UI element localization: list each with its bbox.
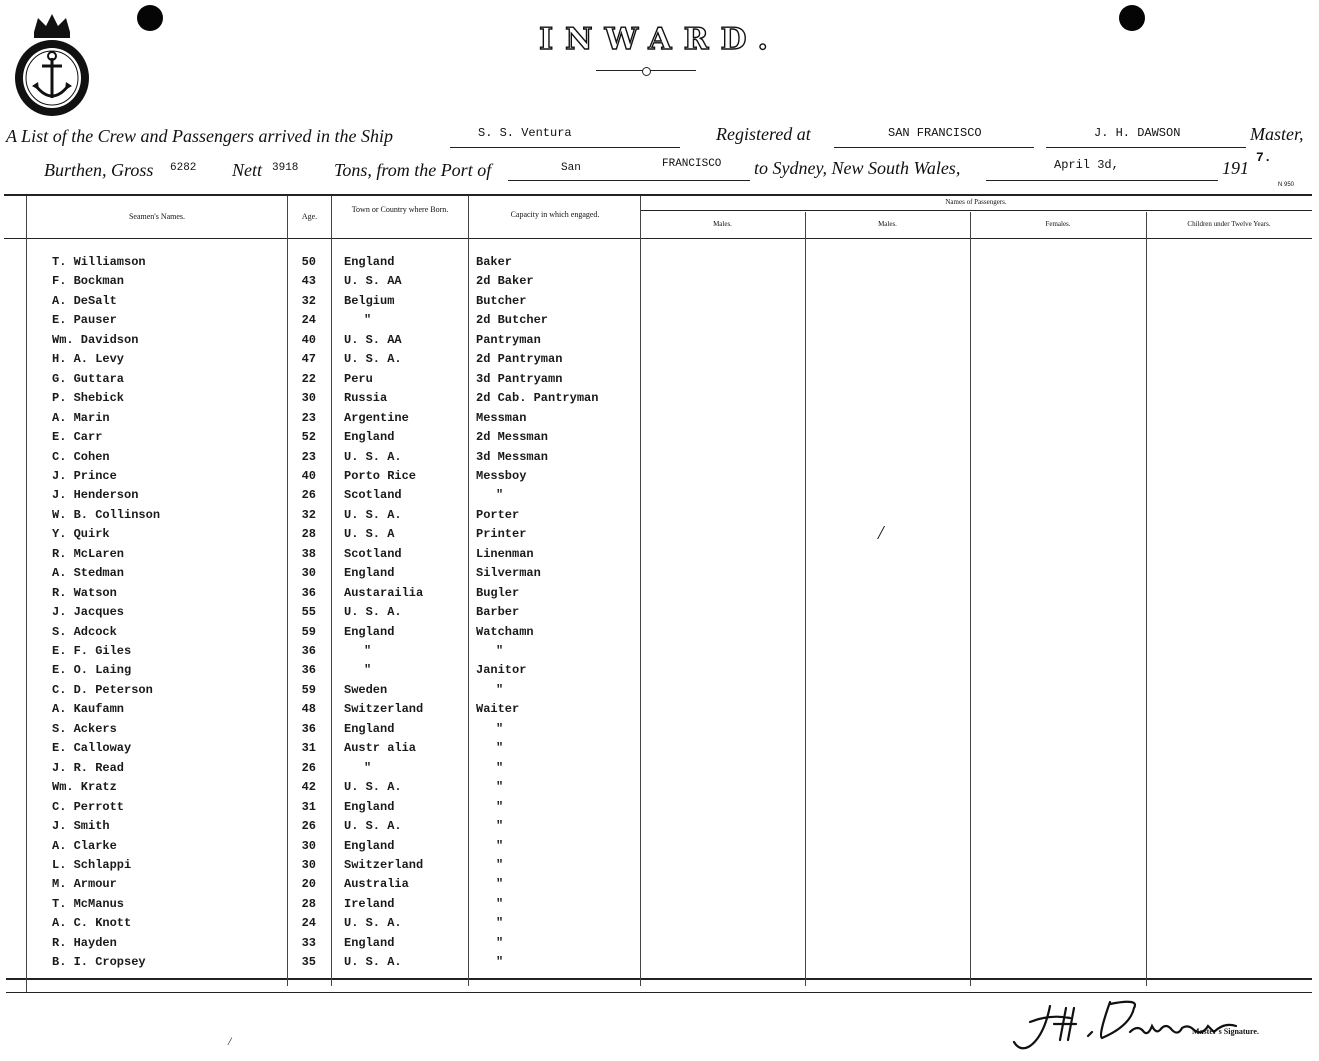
seaman-capacity: 2d Cab. Pantryman [476,391,599,406]
title-ornament-rule [596,70,696,71]
seaman-capacity: " [496,644,504,658]
seaman-age: 28 [301,527,316,542]
seaman-birthplace: U. S. A. [344,916,402,931]
seaman-name: R. McLaren [52,546,125,561]
seaman-name: E. Pauser [52,313,117,328]
crew-row [0,605,1319,623]
header-children: Children under Twelve Years. [1187,220,1271,228]
seaman-age: 22 [301,371,316,386]
crew-row [0,955,1319,973]
seaman-birthplace: " [364,760,372,775]
master-fill-line [1046,147,1246,148]
seaman-age: 43 [301,274,316,289]
seaman-birthplace: Ireland [344,896,395,911]
crew-row [0,294,1319,312]
nett-value: 3918 [272,162,299,174]
crew-row [0,663,1319,681]
ship-fill-line [450,147,680,148]
seaman-age: 30 [301,566,316,581]
crew-row [0,936,1319,954]
seaman-birthplace: U. S. A [344,527,395,542]
seaman-name: B. I. Cropsey [52,955,146,970]
seaman-birthplace: Belgium [344,293,395,308]
seaman-age: 59 [301,624,316,639]
header-seamens-names: Seamen's Names. [128,212,186,221]
seaman-birthplace: England [344,799,395,814]
seaman-name: T. Williamson [52,255,146,269]
seaman-age: 42 [301,780,316,795]
seaman-birthplace: U. S. A. [344,819,402,834]
crew-row [0,839,1319,857]
from-port-part1: San [561,162,581,174]
seaman-birthplace: England [344,624,395,639]
crew-row [0,333,1319,351]
seaman-name: C. D. Peterson [52,682,153,697]
seaman-name: A. Marin [52,410,110,425]
port-fill-line [508,180,750,181]
seaman-capacity: Barber [476,605,520,620]
seaman-capacity: Watchamn [476,624,534,639]
seaman-age: 28 [301,896,316,911]
seaman-name: H. A. Levy [52,352,125,367]
seaman-age: 26 [301,760,316,775]
seaman-name: E. O. Laing [52,663,132,678]
seaman-age: 26 [301,819,316,834]
crew-row [0,508,1319,526]
ship-name: S. S. Ventura [478,126,572,140]
form-code: N 950 [1278,182,1295,188]
seaman-birthplace: Porto Rice [344,468,417,483]
seaman-capacity: " [496,721,504,736]
seaman-name: Wm. Kratz [52,780,117,795]
crew-row [0,819,1319,837]
seaman-capacity: " [496,682,504,697]
seaman-name: A. C. Knott [52,916,132,931]
seaman-birthplace: " [364,644,372,658]
seaman-name: T. McManus [52,896,125,911]
crew-row [0,741,1319,759]
registered-label: Registered at [716,124,811,144]
crew-row [0,430,1319,448]
seaman-birthplace: U. S. AA [344,274,402,289]
seaman-name: J. Jacques [52,605,125,620]
seaman-age: 23 [301,410,316,425]
seaman-capacity: " [496,955,504,970]
seaman-capacity: Janitor [476,663,527,678]
crew-row [0,255,1319,273]
crew-row [0,488,1319,506]
seaman-name: E. Calloway [52,741,132,756]
seaman-name: M. Armour [52,877,117,892]
seaman-age: 38 [301,546,316,561]
crew-row [0,469,1319,487]
seaman-capacity: " [496,877,504,892]
seaman-name: S. Adcock [52,624,117,639]
seaman-name: R. Watson [52,585,117,600]
tick-mark: / [878,522,884,544]
seaman-birthplace: U. S. A. [344,449,402,464]
seaman-capacity: Silverman [476,566,541,581]
passenger-subheader-rule [640,210,1312,211]
crew-row [0,391,1319,409]
seaman-name: A. DeSalt [52,293,117,308]
seaman-birthplace: U. S. A. [344,780,402,795]
seaman-age: 35 [301,955,316,970]
seaman-capacity: 3d Messman [476,449,549,464]
seaman-birthplace: England [344,935,395,950]
seaman-birthplace: U. S. A. [344,507,402,522]
page-title: INWARD. [539,22,780,57]
seaman-name: P. Shebick [52,391,125,406]
seaman-name: R. Hayden [52,935,117,950]
crew-row [0,858,1319,876]
seaman-birthplace: Australia [344,877,409,892]
seaman-age: 30 [301,391,316,406]
seaman-age: 36 [301,721,316,736]
crew-row [0,916,1319,934]
seaman-age: 31 [301,799,316,814]
header-capacity: Capacity in which engaged. [510,210,600,219]
seaman-capacity: Printer [476,527,527,542]
seaman-age: 30 [301,838,316,853]
crew-row [0,372,1319,390]
seaman-birthplace: U. S. AA [344,332,402,347]
seaman-age: 33 [301,935,316,950]
seaman-birthplace: England [344,255,395,269]
seaman-capacity: Messboy [476,468,527,483]
crew-row [0,450,1319,468]
arrival-date: April 3d, [1054,158,1119,172]
seaman-age: 48 [301,702,316,717]
seaman-name: F. Bockman [52,274,125,289]
seaman-age: 50 [301,255,316,269]
crew-row [0,313,1319,331]
crew-row [0,586,1319,604]
seaman-age: 59 [301,682,316,697]
header-males-1: Males. [713,220,732,228]
seaman-birthplace: Switzerland [344,702,424,717]
crew-row [0,625,1319,643]
seaman-age: 30 [301,857,316,872]
crew-row [0,702,1319,720]
seaman-name: A. Clarke [52,838,117,853]
intro-text: A List of the Crew and Passengers arrived in the Ship [6,126,393,146]
header-bottom-rule [4,238,1312,239]
seaman-birthplace: England [344,838,395,853]
seaman-capacity: 2d Messman [476,430,549,445]
seaman-birthplace: Scotland [344,488,402,503]
seaman-capacity: Pantryman [476,332,541,347]
seaman-birthplace: Argentine [344,410,409,425]
gross-value: 6282 [170,162,197,174]
seaman-capacity: 2d Baker [476,274,534,289]
crew-row [0,644,1319,662]
seaman-age: 36 [301,663,316,678]
stray-mark: / [228,1034,232,1048]
seaman-capacity: 2d Pantryman [476,352,563,367]
seaman-birthplace: Switzerland [344,857,424,872]
seaman-name: A. Stedman [52,566,125,581]
seaman-birthplace: U. S. A. [344,605,402,620]
seaman-name: Y. Quirk [52,527,110,542]
crew-row [0,780,1319,798]
seaman-age: 20 [301,877,316,892]
seaman-capacity: 2d Butcher [476,313,549,328]
seaman-birthplace: Austarailia [344,585,424,600]
year-printed: 191 [1222,158,1249,178]
seaman-age: 47 [301,352,316,367]
crew-row [0,547,1319,565]
seaman-birthplace: " [364,313,372,328]
seaman-age: 23 [301,449,316,464]
destination-label: to Sydney, New South Wales, [754,158,961,178]
seaman-age: 55 [301,605,316,620]
seaman-birthplace: U. S. A. [344,352,402,367]
seaman-birthplace: Russia [344,391,388,406]
table-bottom-rule-2 [6,992,1312,993]
seaman-capacity: " [496,857,504,872]
crew-row [0,761,1319,779]
seaman-birthplace: Sweden [344,682,388,697]
crew-row [0,566,1319,584]
seaman-age: 32 [301,293,316,308]
seaman-name: E. Carr [52,430,103,445]
seaman-name: J. R. Read [52,760,125,775]
seaman-name: W. B. Collinson [52,507,161,522]
crew-row [0,897,1319,915]
seaman-name: G. Guttara [52,371,125,386]
crew-row [0,274,1319,292]
nett-label: Nett [232,160,262,180]
seaman-age: 32 [301,507,316,522]
seaman-capacity: Linenman [476,546,534,561]
table-top-rule [4,194,1312,196]
registered-port: SAN FRANCISCO [888,126,982,140]
seaman-capacity: Waiter [476,702,520,717]
seaman-capacity: " [496,819,504,834]
seaman-capacity: " [496,780,504,795]
seaman-birthplace: England [344,721,395,736]
seaman-name: Wm. Davidson [52,332,139,347]
seaman-birthplace: Peru [344,371,373,386]
master-name: J. H. DAWSON [1094,126,1181,140]
registered-fill-line [834,147,1034,148]
crew-row [0,877,1319,895]
seaman-age: 26 [301,488,316,503]
seaman-age: 40 [301,468,316,483]
header-females: Females. [1045,220,1071,228]
seaman-name: A. Kaufamn [52,702,125,717]
seaman-capacity: " [496,935,504,950]
header-males-2: Males. [878,220,897,228]
seaman-capacity: Bugler [476,585,520,600]
crew-row [0,352,1319,370]
seaman-capacity: " [496,896,504,911]
seaman-name: J. Prince [52,468,117,483]
master-label: Master, [1250,124,1304,144]
table-bottom-rule [6,978,1312,980]
seaman-capacity: Butcher [476,293,527,308]
seaman-capacity: " [496,488,504,503]
seaman-age: 36 [301,585,316,600]
tons-label: Tons, from the Port of [334,160,492,180]
seaman-capacity: " [496,916,504,931]
seaman-capacity: " [496,741,504,756]
year-written: 7. [1256,150,1272,165]
header-town: Town or Country where Born. [351,205,449,214]
seaman-capacity: Porter [476,507,520,522]
seaman-capacity: " [496,799,504,814]
seaman-name: L. Schlappi [52,857,132,872]
crew-row [0,800,1319,818]
header-names-of-passengers: Names of Passengers. [945,198,1007,206]
seaman-age: 24 [301,916,316,931]
seaman-age: 36 [301,644,316,658]
seaman-birthplace: England [344,430,395,445]
crew-row [0,722,1319,740]
seaman-birthplace: " [364,663,372,678]
seaman-name: S. Ackers [52,721,117,736]
burthen-label: Burthen, Gross [44,160,154,180]
seaman-birthplace: Austr alia [344,741,417,756]
crew-row [0,527,1319,545]
seaman-capacity: " [496,838,504,853]
seaman-name: E. F. Giles [52,644,132,658]
crew-row [0,683,1319,701]
seaman-name: J. Henderson [52,488,139,503]
seaman-capacity: 3d Pantryamn [476,371,563,386]
crew-row [0,411,1319,429]
from-port-part2: FRANCISCO [662,158,722,170]
seaman-birthplace: England [344,566,395,581]
seaman-age: 24 [301,313,316,328]
seaman-birthplace: U. S. A. [344,955,402,970]
header-age: Age. [301,212,318,221]
seaman-capacity: Messman [476,410,527,425]
seaman-name: C. Perrott [52,799,125,814]
seaman-age: 31 [301,741,316,756]
seaman-birthplace: Scotland [344,546,402,561]
seaman-age: 40 [301,332,316,347]
seaman-name: C. Cohen [52,449,110,464]
signature-label: Master's Signature. [1192,1027,1259,1036]
seaman-capacity: " [496,760,504,775]
seaman-name: J. Smith [52,819,110,834]
date-fill-line [986,180,1218,181]
seaman-age: 52 [301,430,316,445]
seaman-capacity: Baker [476,255,513,269]
